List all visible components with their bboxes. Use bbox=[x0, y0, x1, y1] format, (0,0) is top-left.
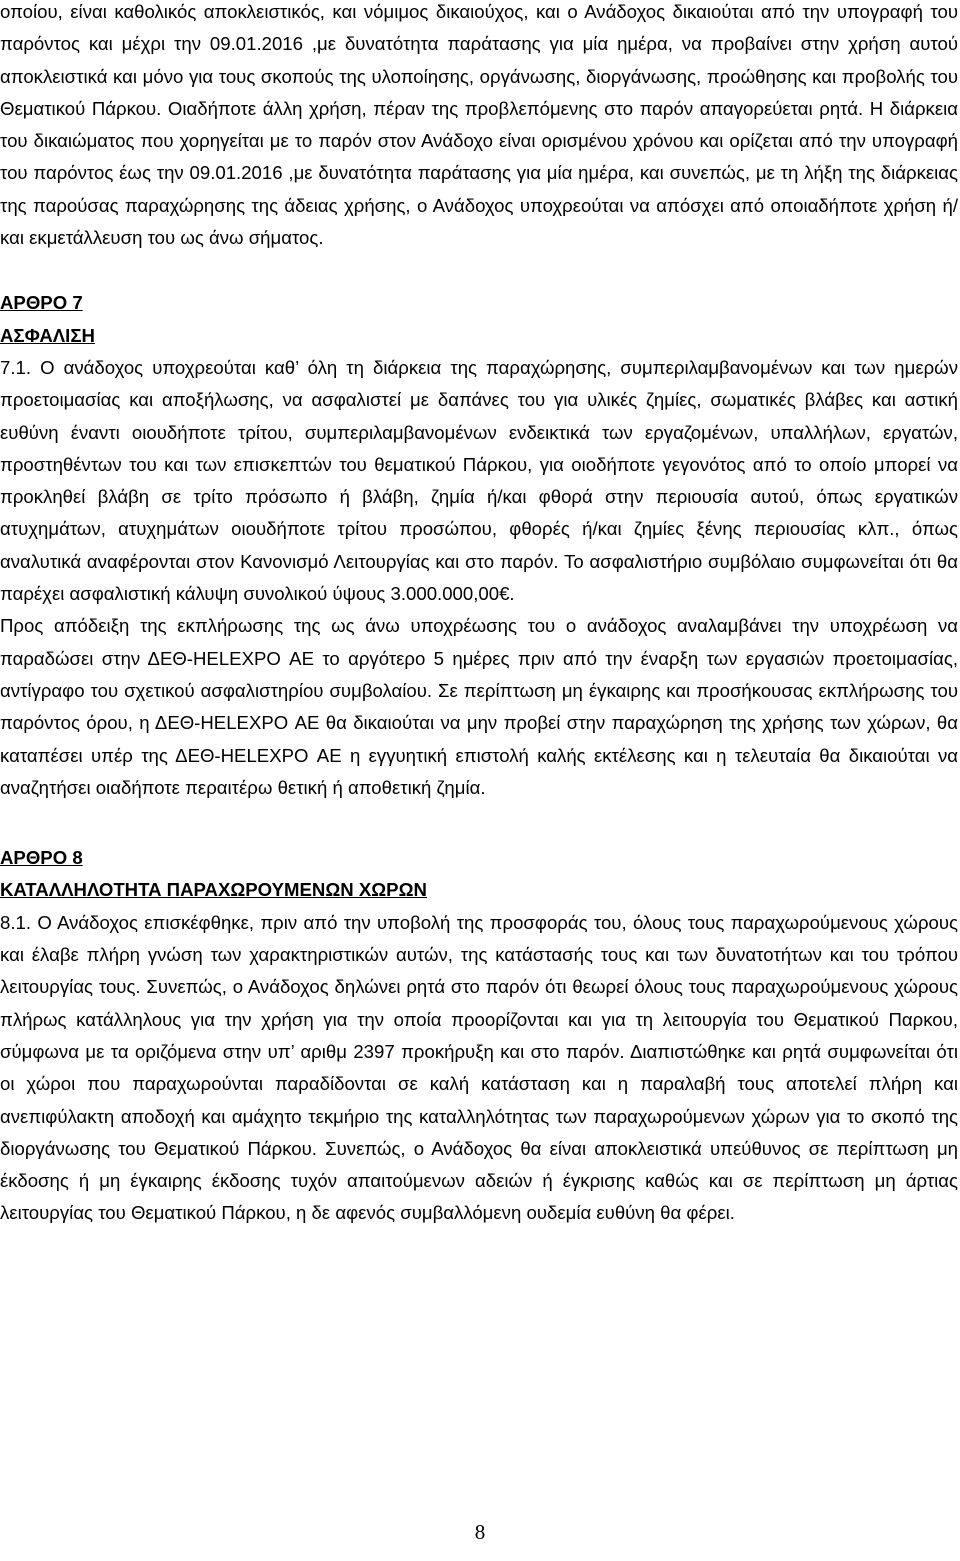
article-8-number: ΑΡΘΡΟ 8 bbox=[0, 847, 83, 869]
article-7-number: ΑΡΘΡΟ 7 bbox=[0, 292, 83, 314]
article-8-paragraph-1: 8.1. Ο Ανάδοχος επισκέφθηκε, πριν από την υποβολή της προσφοράς του, όλους τους παραχωρούμενους χώρους και έλαβε πλήρη γνώση των χαρακτηριστικών αυτών, της κατάστασής τους και των δυνατοτήτων και του τρόπου λειτουργίας τους. Συνεπώς, ο Ανάδοχος δηλώνει ρητά στο παρόν ότι θεωρεί όλους τους παραχωρούμενους χώρους πλήρως κατάλληλους για την χρήση για την οποία προορίζονται και για τη λειτουργία του Θεματικού Παρκου, σύμφωνα με τα οριζόμενα στην υπ’ αριθμ 2397 προκήρυξη και στο παρόν. Διαπιστώθηκε και ρητά συμφωνείται ότι οι χώροι που παραχωρούνται παραδίδονται σε καλή κατάσταση και η παραλαβή τους αποτελεί πλήρη και ανεπιφύλακτη αποδοχή και αμάχητο τεκμήριο της καταλληλότητας των παραχωρούμενων χώρων για το σκοπό της διοργάνωσης του Θεματικού Πάρκου. Συνεπώς, ο Ανάδοχος θα είναι αποκλειστικά υπεύθυνος σε περίπτωση μη έκδοσης ή μη έγκαιρης έκδοσης τυχόν απαιτούμενων αδειών ή έγκρισης καθώς και σε περίπτωση μη άρτιας λειτουργίας του Θεματικού Πάρκου, η δε αφενός συμβαλλόμενη ουδεμία ευθύνη θα φέρει. bbox=[0, 911, 958, 1224]
paragraph-trademark-use: οποίου, είναι καθολικός αποκλειστικός, και νόμιμος δικαιούχος, και ο Ανάδοχος δικαιούται από την υπογραφή του παρόντος και μέχρι την 09.01.2016 ,με δυνατότητα παράτασης για μία ημέρα, να προβαίνει στην χρήση αυτού αποκλειστικά και μόνο για τους σκοπούς της υλοποίησης, οργάνωσης, διοργάνωσης, προώθησης και προβολής του Θεματικού Πάρκου. Οιαδήποτε άλλη χρήση, πέραν της προβλεπόμενης στο παρόν απαγορεύεται ρητά. Η διάρκεια του δικαιώματος που χορηγείται με το παρόν στον Ανάδοχο είναι ορισμένου χρόνου και ορίζεται από την υπογραφή του παρόντος έως την 09.01.2016 ,με δυνατότητα παράτασης για μία ημέρα, και συνεπώς, με τη λήξη της διάρκειας της παρούσας παραχώρησης της άδειας χρήσης, ο Ανάδοχος υποχρεούται να απόσχει από οποιαδήποτε χρήση ή/και εκμετάλλευση του ως άνω σήματος. bbox=[0, 1, 958, 249]
section-spacer bbox=[0, 254, 958, 287]
article-7-paragraph-1b: Προς απόδειξη της εκπλήρωσης της ως άνω υποχρέωσης του ο ανάδοχος αναλαμβάνει την υποχρέωση να παραδώσει στην ΔΕΘ-HELEXPO ΑΕ το αργότερο 5 ημέρες πριν από την έναρξη των εργασιών προετοιμασίας, αντίγραφο του σχετικού ασφαλιστηρίου συμβολαίου. Σε περίπτωση μη έγκαιρης και προσήκουσας εκπλήρωσης του παρόντος όρου, η ΔΕΘ-HELEXPO ΑΕ θα δικαιούται να μην προβεί στην παραχώρηση της χρήσης των χώρων, θα καταπέσει υπέρ της ΔΕΘ-HELEXPO ΑΕ η εγγυητική επιστολή καλής εκτέλεσης και η τελευταία θα δικαιούται να αναζητήσει οιαδήποτε περαιτέρω θετική ή αποθετική ζημία. bbox=[0, 615, 958, 798]
article-8-title: ΚΑΤΑΛΛΗΛΟΤΗΤΑ ΠΑΡΑΧΩΡΟΥΜΕΝΩΝ ΧΩΡΩΝ bbox=[0, 879, 427, 901]
article-7-title: ΑΣΦΑΛΙΣΗ bbox=[0, 324, 95, 346]
section-spacer bbox=[0, 804, 958, 842]
article-7-paragraph-1a: 7.1. Ο ανάδοχος υποχρεούται καθ’ όλη τη διάρκεια της παραχώρησης, συμπεριλαμβανομένων και των ημερών προετοιμασίας και αποξήλωσης, να ασφαλιστεί με δαπάνες του για υλικές ζημίες, σωματικές βλάβες και αστική ευθύνη έναντι οιουδήποτε τρίτου, συμπεριλαμβανομένων ενδεικτικά των εργαζομένων, υπαλλήλων, εργατών, προστηθέντων του και των επισκεπτών του θεματικού Πάρκου, για οιοδήποτε γεγονότος από το οποίο μπορεί να προκληθεί βλάβη σε τρίτο πρόσωπο ή βλάβη, ζημία ή/και φθορά στην περιουσία αυτού, όπως εργατικών ατυχημάτων, ατυχημάτων οιουδήποτε τρίτου προσώπου, φθορές ή/και ζημίες ξένης περιουσίας κλπ., όπως αναλυτικά αναφέρονται στον Κανονισμό Λειτουργίας και στο παρόν. Το ασφαλιστήριο συμβόλαιο συμφωνείται ότι θα παρέχει ασφαλιστική κάλυψη συνολικού ύψους 3.000.000,00€. bbox=[0, 356, 958, 605]
page-number: 8 bbox=[474, 1520, 486, 1544]
